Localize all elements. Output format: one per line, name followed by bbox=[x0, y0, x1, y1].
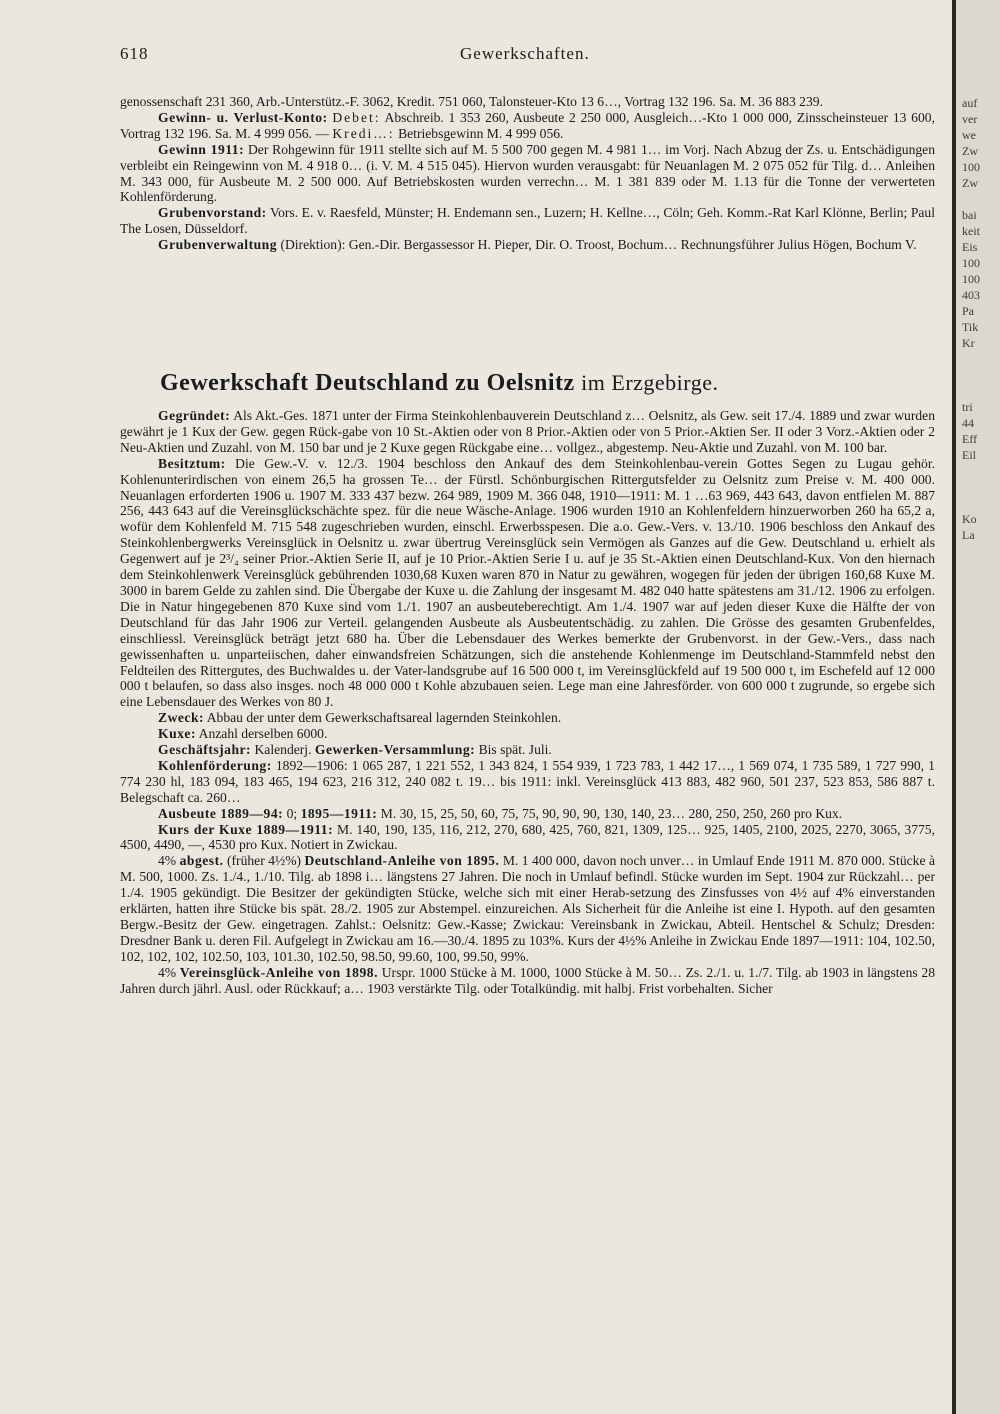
grubenverwaltung-text: (Direktion): Gen.-Dir. Bergassessor H. Pieper, Dir. O. Troost, Bochum… Rechnungsführer Julius Högen, Bochum V. bbox=[280, 237, 917, 253]
besitztum-paragraph bbox=[120, 456, 935, 711]
page-number: 618 bbox=[120, 44, 149, 63]
gegruendet-label: Gegründet: bbox=[158, 408, 231, 423]
edge-fragment: Eff bbox=[962, 432, 978, 446]
ausbeute-mid: 0; bbox=[286, 805, 298, 821]
anleihe-1895-text: M. 1 400 000, davon noch unver… in Umlauf Ende 1911 M. 870 000. Stücke à M. 500, 1000. Zs. 1./4., 1./10. Tilg. ab 1898 i… längstens 27 Jahren. Die noch in Umlauf befindl. Stücke wurden im Sept. 1904 zur Rückzahl… per 1./4. 1905 gekündigt. Die Besitzer der gekündigten Stücke, welche sich mit einer Herab-setzung des Zinsfusses von 4½ auf 4% einverstanden erklärten, hatten ihre Stücke bis spät. 28./2. 1905 zur Abstempel. einzureichen. Als Sicherheit für die Anleihe ist eine I. Hypoth. auf den gesamten Bergw.-Besitz der Gew. eingetragen. Zahlst.: Oelsnitz: Gew.-Kasse; Zwickau: Vereinsbank in Zwickau, Abteil. Hentschel & Schulz; Dresden: Dresdner Bank u. deren Fil. Aufgelegt in Zwickau am 16.—30./4. 1895 zu 103%. Kurs der 4½% Anleihe in Zwickau Ende 1897—1911: 104, 102.50, 102, 102, 102, 102.50, 103, 101.30, 102.50, 98.50, 99.60, 100, 99.50, 99%. bbox=[120, 853, 936, 964]
edge-fragment: keit bbox=[962, 224, 980, 238]
kurs-paragraph bbox=[120, 822, 935, 854]
edge-fragment: Kr bbox=[962, 336, 975, 350]
anleihe-1895-label: abgest. bbox=[179, 853, 224, 869]
gewinn-text: Der Rohgewinn für 1911 stellte sich auf M. 5 500 700 gegen M. 4 981 1… im Vorj. Nach Abzug der Zs. u. Entschädigungen verbleibt ein Reingewinn von M. 4 918 0… (i. V. M. 4 515 045). Hiervon wurden verausgabt: für Neuanlagen M. 2 075 052 für Tilg. d… Anleihen M. 343 000, für Ausbeute M. 2 500 000. Auf Betriebskosten wurden verrechn… M. 1 381 839 oder M. 1.13 für die Tonne der verwerteten Kohlenförderung. bbox=[120, 141, 935, 205]
guv-debet-text: Abschreib. 1 353 260, Ausbeute 2 250 000, Ausgleich…-Kto 1 000 000, Zinsscheinsteuer 13 600, Vortrag 132 196. Sa. M. 4 999 056. — bbox=[120, 109, 935, 141]
edge-fragment: 44 bbox=[962, 416, 974, 430]
adjacent-page-edge bbox=[952, 0, 1000, 1414]
kohlenfoerderung-text: 1892—1906: 1 065 287, 1 221 552, 1 343 824, 1 554 939, 1 723 783, 1 442 17…, 1 569 074, 1 735 589, 1 727 990, 1 774 230 hl, 183 094, 183 465, 194 623, 216 312, 240 082 t. 19… bis 1911: inkl. Vereinsglück 413 883, 482 960, 501 237, 523 853, 586 887 t. Belegschaft ca. 260… bbox=[120, 757, 935, 805]
kohlenfoerderung-paragraph bbox=[120, 758, 935, 806]
anleihe-1895-rate: 4% bbox=[158, 853, 177, 869]
edge-fragment: Tik bbox=[962, 320, 979, 334]
kuxe-paragraph bbox=[120, 726, 935, 742]
anleihe-1898-text: Urspr. 1000 Stücke à M. 1000, 1000 Stücke à M. 50… Zs. 2./1. u. 1./7. Tilg. ab 1903 in längstens 28 Jahren durch jährl. Ausl. oder Rückkauf; a… 1903 verstärkte Tilg. oder Totalkündig. mit halbj. Frist vorbehalten. Sicher bbox=[120, 964, 935, 996]
kurs-label: Kurs der Kuxe 1889—1911: bbox=[158, 821, 334, 837]
anleihe-1898-rate: 4% bbox=[158, 964, 177, 980]
entry-title-sub: im Erzgebirge. bbox=[581, 370, 719, 395]
guv-kredit-text: Betriebsgewinn M. 4 999 056. bbox=[398, 125, 564, 141]
geschaeftsjahr-label: Geschäftsjahr: bbox=[158, 742, 252, 758]
edge-fragment: 100 bbox=[962, 256, 980, 270]
edge-fragment: 100 bbox=[962, 160, 980, 174]
ausbeute-label-2: 1895—1911: bbox=[300, 805, 378, 821]
zweck-label: Zweck: bbox=[158, 710, 205, 726]
entry-body bbox=[120, 408, 935, 997]
anleihe-1895-paragraph bbox=[120, 853, 935, 964]
kuxe-text: Anzahl derselben 6000. bbox=[198, 726, 328, 742]
guv-paragraph bbox=[120, 110, 935, 142]
gewerken-versammlung-label: Gewerken-Versammlung: bbox=[314, 742, 476, 758]
grubenvorstand-text: Vors. E. v. Raesfeld, Münster; H. Endemann sen., Luzern; H. Kellne…, Cöln; Geh. Komm.-Rat Karl Klönne, Berlin; Paul The Losen, Düsseldorf. bbox=[120, 205, 936, 237]
page-header bbox=[120, 44, 940, 74]
gegruendet-text: Als Akt.-Ges. 1871 unter der Firma Steinkohlenbauverein Deutschland z… Oelsnitz, als Gew. seit 17./4. 1889 und zwar wurden gewährt je 1 Kux der Gew. gegen Rück-gabe von 10 St.-Aktien oder von 8 Prior.-Aktien oder von 5 Prior.-Aktien Ser. II oder 3 Vorz.-Aktien oder 2 Neu-Aktien und Zuzahl. von M. 150 bar und je 2 Kuxe gegen Rückgabe eine… vollgez., abgestemp. Neu-Aktie und Zuzahl. von M. 100 bar. bbox=[120, 408, 935, 455]
kurs-text: M. 140, 190, 135, 116, 212, 270, 680, 425, 760, 821, 1309, 125… 925, 1405, 2100, 2025, 2270, 3065, 3775, 4500, 4490, —, 4530 pro Kux. Notiert in Zwickau. bbox=[120, 821, 935, 853]
edge-fragment: Zw bbox=[962, 144, 978, 158]
zweck-paragraph bbox=[120, 710, 935, 726]
previous-entry-continuation bbox=[120, 94, 935, 253]
besitztum-label: Besitztum: bbox=[158, 455, 226, 471]
edge-fragment: 100 bbox=[962, 272, 980, 286]
entry-title-main: Gewerkschaft Deutschland zu Oelsnitz bbox=[160, 370, 575, 396]
anleihe-1895-label-2: Deutschland-Anleihe von 1895. bbox=[304, 853, 500, 869]
guv-label: Gewinn- u. Verlust-Konto: bbox=[158, 109, 328, 125]
grubenverwaltung-label: Grubenverwaltung bbox=[158, 237, 278, 253]
kohlenfoerderung-label: Kohlenförderung: bbox=[158, 757, 272, 773]
ausbeute-text: M. 30, 15, 25, 50, 60, 75, 75, 90, 90, 90, 130, 140, 23… 280, 250, 250, 260 pro Kux. bbox=[380, 805, 843, 821]
gewinn-label: Gewinn 1911: bbox=[158, 141, 245, 157]
anleihe-1898-label: Vereinsglück-Anleihe von 1898. bbox=[179, 964, 378, 980]
balance-continuation: genossenschaft 231 360, Arb.-Unterstütz.-F. 3062, Kredit. 751 060, Talonsteuer-Kto 13 6…, Vortrag 132 196. Sa. M. 36 883 239. bbox=[120, 94, 823, 109]
running-title: Gewerkschaften. bbox=[460, 44, 590, 63]
kuxe-label: Kuxe: bbox=[158, 726, 196, 742]
edge-fragment: La bbox=[962, 528, 975, 542]
guv-kredit-label: Kredi…: bbox=[332, 125, 395, 141]
gewerken-versammlung-text: Bis spät. Juli. bbox=[478, 742, 552, 758]
geschaeftsjahr-text: Kalenderj. bbox=[254, 742, 312, 758]
anleihe-1898-paragraph bbox=[120, 965, 935, 997]
geschaeftsjahr-paragraph bbox=[120, 742, 935, 758]
edge-fragment: bai bbox=[962, 208, 977, 222]
edge-fragment: Eil bbox=[962, 448, 976, 462]
edge-fragment: auf bbox=[962, 96, 978, 110]
guv-debet-label: Debet: bbox=[332, 109, 381, 125]
grubenverwaltung-paragraph bbox=[120, 237, 935, 253]
ausbeute-label: Ausbeute 1889—94: bbox=[158, 805, 284, 821]
grubenvorstand-label: Grubenvorstand: bbox=[158, 205, 267, 221]
ausbeute-paragraph bbox=[120, 806, 935, 822]
zweck-text: Abbau der unter dem Gewerkschaftsareal lagernden Steinkohlen. bbox=[206, 710, 562, 726]
edge-fragment: tri bbox=[962, 400, 973, 414]
grubenvorstand-paragraph bbox=[120, 205, 935, 237]
entry-title bbox=[160, 370, 940, 397]
edge-fragment: 403 bbox=[962, 288, 980, 302]
edge-fragment: Ko bbox=[962, 512, 977, 526]
edge-fragment: Pa bbox=[962, 304, 974, 318]
edge-fragment: Eis bbox=[962, 240, 978, 254]
gewinn-paragraph bbox=[120, 142, 935, 206]
anleihe-1895-mid: (früher 4½%) bbox=[227, 853, 302, 869]
edge-fragment: we bbox=[962, 128, 976, 142]
besitztum-text: Die Gew.-V. v. 12./3. 1904 beschloss den Ankauf des dem Steinkohlenbau-verein Gottes Segen zu Lugau gehör. Kohlenunterirdischen von einem 26,5 ha grossen Te… der Fürstl. Schönburgischen Rittergutsfelder zu Oelsnitz zum Preise v. M. 400 000. Neuanlagen erforderten 1906 u. 1907 M. 333 437 bezw. 264 989, 1909 M. 366 048, 1910—1911: M. 1 …63 969, 443 643, davon entfielen M. 887 256, 443 643 auf die Vereinsglückschächte spez. für die neue Wäsche-Anlage. 1906 wurden 1910 an Kohlenfeldern hinzuerworben 260 ha 65,2 a, wofür dem Kohlenfeld M. 715 548 zugeschrieben wurden, einschl. Erwerbsspesen. Die a.o. Gew.-Vers. v. 13./10. 1906 beschloss den Ankauf des Steinkohlenbergwerks Vereinsglück in Oelsnitz u. zwar übertrug Vereinsglück sein Vermögen als Ganzes auf die Gew. Deutschland u. erhielt als Gegenwert auf je 2³/₄ seiner Prior.-Aktien Serie II, auf je 10 Prior.-Aktien Serie I u. auf je 35 St.-Aktien einen Deutschland-Kux. Von den hiernach dem Steinkohlenwerk Vereinsglück gebührenden 1030,68 Kuxen waren 870 in Natur zu gewähren, wogegen für jeden der übrigen 160,68 Kuxe M. 3000 in barem Gelde zu zahlen sind. Die Übergabe der Kuxe u. die Zahlung der insgesamt M. 482 040 hatte spätestens am 31./12. 1906 zu erfolgen. Die in Natur hingegebenen 870 Kuxe sind vom 1./1. 1907 an ausbeuteberechtigt. Am 1./4. 1907 war auf jeden dieser Kuxe die Hälfte der von Deutschland für das Jahr 1906 zur Verteil. gelangenden Ausbeute als Ausbeutentschädig. zu zahlen. Die Grösse des gesamten Grubenfeldes, einschliessl. Vereinsglück beträgt jetzt 680 ha. Über die Lebensdauer des Werkes bemerkte der Grubenvorst. in der Gew.-Vers., dass nach gewissenhaften u. unparteiischen, daher einwandsfreien Schätzungen, sich die anstehende Kohlenmenge im Deutschland-Stammfeld nebst den Feldteilen des Rittergutes, des Buchwaldes u. der Vater-landsgrube auf 16 500 000 t, im Vereinsglückfeld auf 19 500 000 t, im Eschefeld auf 12 000 000 t belaufen, so dass also insges. noch 48 000 000 t Kohle abzubauen seien. Lege man eine Jahresförder. von 600 000 t zugrunde, so ergebe sich eine Lebensdauer des Werkes von 80 J. bbox=[120, 455, 935, 710]
edge-fragment: Zw bbox=[962, 176, 978, 190]
edge-fragment: ver bbox=[962, 112, 978, 126]
gegruendet-paragraph bbox=[120, 408, 935, 456]
